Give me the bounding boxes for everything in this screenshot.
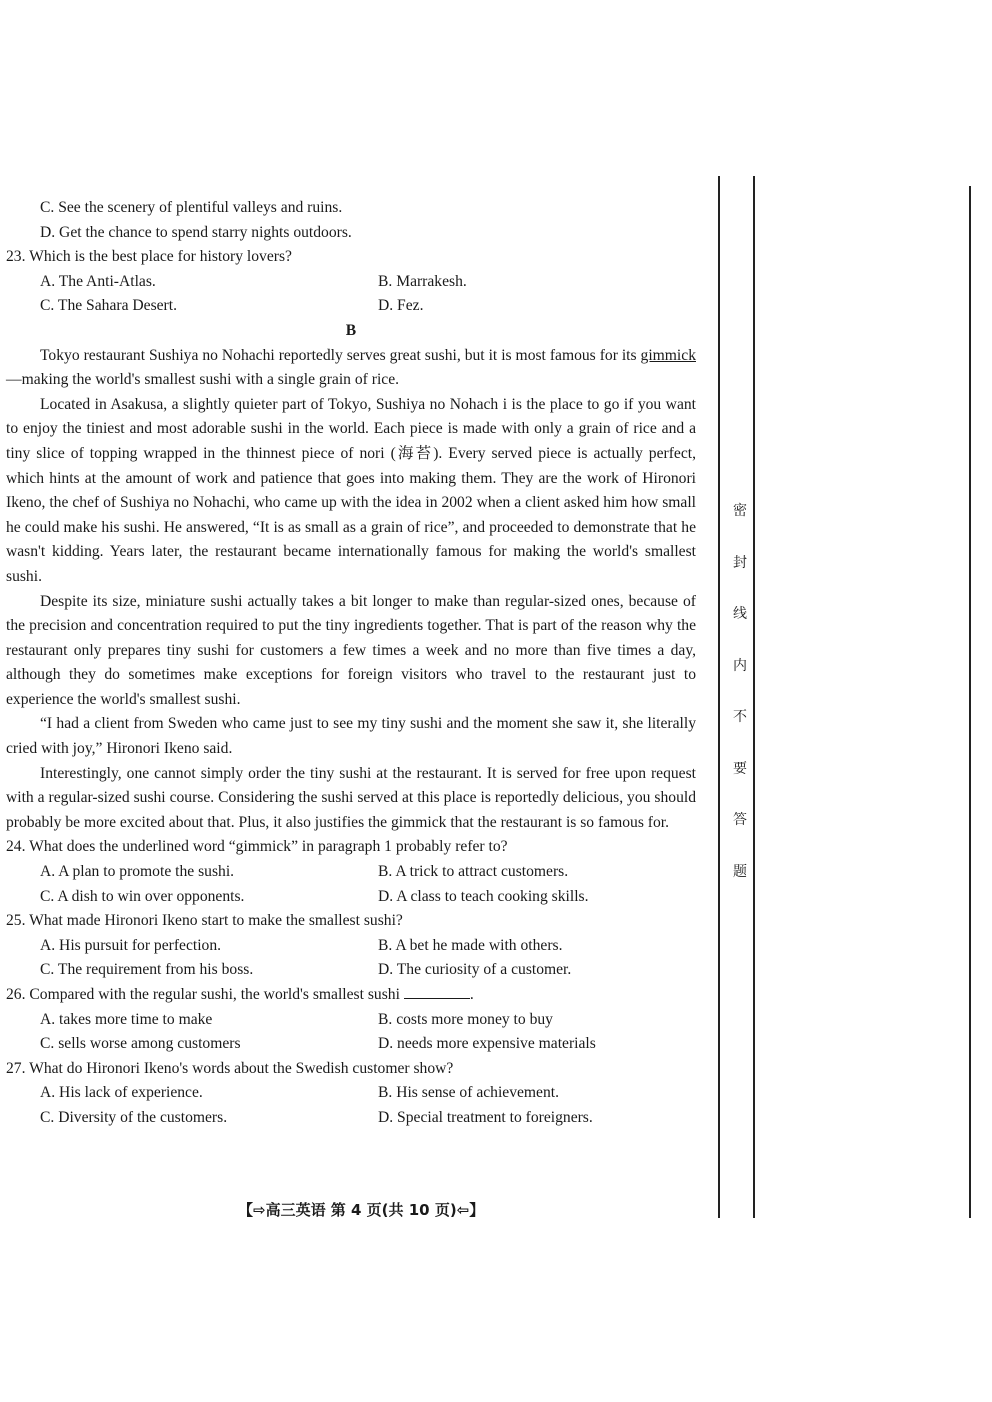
binding-line-left xyxy=(718,176,720,1218)
seal-char: 不 xyxy=(733,709,747,725)
seal-char: 答 xyxy=(733,812,747,828)
option-left: A. A plan to promote the sushi. xyxy=(40,863,235,881)
answer-blank xyxy=(404,984,470,999)
passage-paragraph: Located in Asakusa, a slightly quieter part of Tokyo, Sushiya no Nohach i is the place to go if you want to enjoy the tiniest and most adorable sushi in the world. Each piece is made with only a grain of rice and a tiny slice of topping wrapped in the thinnest piece of nori (海苔). Every served piece is actually perfect, which hints at the amount of work and patience that goes into making them. They are the work of Hironori Ikeno, the chef of Sushiya no Nohachi, who came up with the idea in 2002 when a client asked him how small he could make his sushi. He answered, “It is as small as a grain of rice”, and proceeded to demonstrate that he wasn't kidding. Years later, the restaurant became internationally famous for making the world's smallest sushi. xyxy=(6,395,696,585)
question-end: . xyxy=(469,986,474,1003)
page-footer: 【⇨高三英语 第 4 页(共 10 页)⇦】 xyxy=(238,1201,485,1219)
option-right: D. A class to teach cooking skills. xyxy=(378,887,589,905)
options-row xyxy=(6,294,696,319)
options-row xyxy=(6,885,696,910)
seal-char: 线 xyxy=(733,606,747,622)
option-left: A. His pursuit for perfection. xyxy=(40,936,222,954)
option-right: D. Special treatment to foreigners. xyxy=(378,1108,593,1126)
option-right: D. needs more expensive materials xyxy=(378,1035,596,1053)
question-text: 26. Compared with the regular sushi, the world's smallest sushi xyxy=(6,986,400,1003)
option-left: A. takes more time to make xyxy=(40,1010,213,1028)
question: 24. What does the underlined word “gimmick” in paragraph 1 probably refer to? xyxy=(6,838,508,856)
options-row xyxy=(6,1081,696,1106)
seal-char: 封 xyxy=(733,554,747,571)
passage-paragraph: “I had a client from Sweden who came just to see my tiny sushi and the moment she saw it, she literally cried with joy,” Hironori Ikeno said. xyxy=(6,715,696,758)
option-left: C. Diversity of the customers. xyxy=(40,1108,228,1126)
underlined-word: gimmick xyxy=(640,346,696,364)
option-left: A. The Anti-Atlas. xyxy=(40,272,156,290)
passage-paragraph: Despite its size, miniature sushi actually takes a bit longer to make than regular-sized ones, because of the precision and concentration required to put the tiny ingredients together. That is part of the reason why the restaurant only prepares tiny sushi for customers a few times a week and no more than five times a day, although they do sometimes make exceptions for foreign visitors who travel to the restaurant just to experience the world's smallest sushi. xyxy=(6,592,696,708)
option-right: D. The curiosity of a customer. xyxy=(378,961,572,979)
option-left: C. The requirement from his boss. xyxy=(40,961,254,979)
seal-char: 要 xyxy=(733,760,747,777)
question: 25. What made Hironori Ikeno start to make the smallest sushi? xyxy=(6,912,403,930)
seal-char: 题 xyxy=(733,863,747,880)
question xyxy=(6,983,696,1008)
question: 27. What do Hironori Ikeno's words about the Swedish customer show? xyxy=(6,1059,454,1077)
options-row xyxy=(6,1032,696,1057)
question: 23. Which is the best place for history lovers? xyxy=(6,248,292,266)
options-row xyxy=(6,958,696,983)
options-row xyxy=(6,1106,696,1131)
option-right: B. A trick to attract customers. xyxy=(378,863,569,881)
option-right: D. Fez. xyxy=(378,297,424,315)
section-title: B xyxy=(345,321,357,339)
option-right: B. His sense of achievement. xyxy=(378,1084,560,1102)
options-row xyxy=(6,934,696,959)
exam-content xyxy=(6,196,696,1131)
passage-paragraph: Interestingly, one cannot simply order the tiny sushi at the restaurant. It is served for free upon request with a regular-sized sushi course. Considering the sushi served at this place is reportedly delicious, you should probably be more excited about that. Plus, it also justifies the gimmick that the restaurant is so famous for. xyxy=(6,764,696,831)
passage-paragraph: Tokyo restaurant Sushiya no Nohachi reportedly serves great sushi, but it is most famous for its gimmick—making the world's smallest sushi with a single grain of rice. xyxy=(6,346,696,389)
options-row xyxy=(6,1008,696,1033)
binding-line-right xyxy=(969,186,971,1218)
option-left: C. The Sahara Desert. xyxy=(40,297,177,315)
binding-line-middle xyxy=(753,176,755,1218)
option-right: B. A bet he made with others. xyxy=(378,936,563,954)
options-row xyxy=(6,270,696,295)
option-right: B. Marrakesh. xyxy=(378,272,467,290)
option-left: A. His lack of experience. xyxy=(40,1084,203,1102)
option-left: C. A dish to win over opponents. xyxy=(40,887,245,905)
option-line: C. See the scenery of plentiful valleys and ruins. xyxy=(40,199,343,216)
option-line: D. Get the chance to spend starry nights outdoors. xyxy=(40,223,352,241)
seal-char: 密 xyxy=(733,503,747,519)
option-left: C. sells worse among customers xyxy=(40,1035,241,1053)
options-row xyxy=(6,860,696,885)
seal-char: 内 xyxy=(733,657,747,674)
option-right: B. costs more money to buy xyxy=(378,1010,553,1028)
